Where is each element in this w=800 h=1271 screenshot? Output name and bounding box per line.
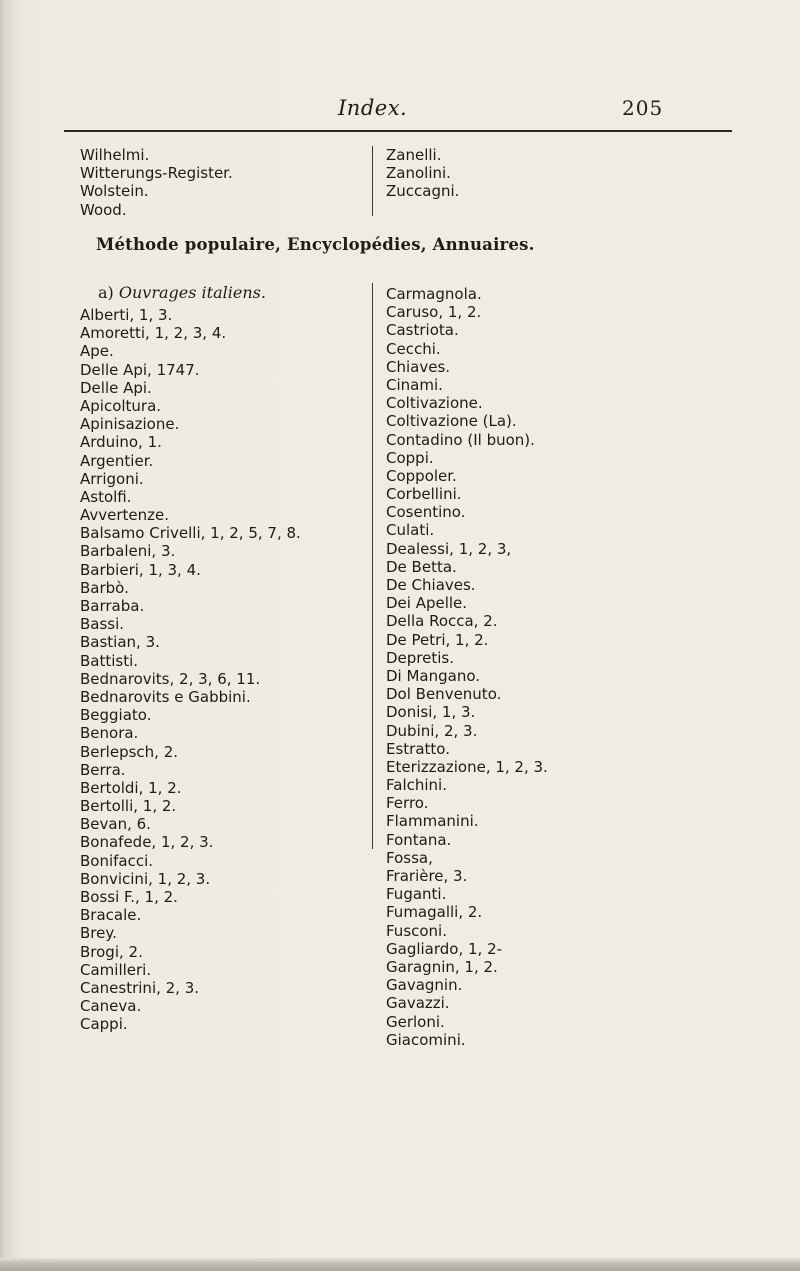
index-entry: Barbò.: [80, 578, 129, 597]
index-entry: Fontana.: [386, 830, 452, 849]
index-entry: Donisi, 1, 3.: [386, 703, 476, 722]
index-entry: Corbellini.: [386, 485, 462, 504]
index-entry: Apicoltura.: [80, 396, 162, 415]
index-entry: Bertolli, 1, 2.: [80, 797, 177, 816]
index-entry: Barbieri, 1, 3, 4.: [80, 560, 201, 579]
column-divider-main: [372, 283, 373, 849]
index-entry: Gerloni.: [386, 1012, 445, 1031]
index-entry: Bonafede, 1, 2, 3.: [80, 833, 214, 852]
column-divider-top: [372, 146, 373, 216]
index-entry: Fumagalli, 2.: [386, 903, 483, 922]
index-entry: Brey.: [80, 924, 117, 943]
subsection-heading: [98, 283, 266, 302]
index-entry: Gavagnin.: [386, 976, 463, 995]
index-entry: Barbaleni, 3.: [80, 542, 176, 561]
index-entry: Zuccagni.: [386, 182, 460, 201]
page-header: [0, 96, 800, 128]
index-entry: Barraba.: [80, 597, 145, 615]
index-entry: Castriota.: [386, 321, 459, 340]
left-index-column: [80, 306, 301, 1034]
index-entry: Contadino (Il buon).: [386, 430, 535, 449]
index-entry: Camilleri.: [80, 960, 152, 979]
index-entry: Bednarovits, 2, 3, 6, 11.: [80, 669, 261, 688]
index-entry: Fossa,: [386, 848, 433, 867]
index-entry: Witterungs-Register.: [80, 164, 233, 183]
index-entry: Cosentino.: [386, 503, 466, 522]
index-entry: Berlepsch, 2.: [80, 742, 179, 761]
index-entry: Dealessi, 1, 2, 3,: [386, 539, 512, 558]
section-heading: Méthode populaire, Encyclopédies, Annuaires.: [96, 235, 535, 254]
index-entry: Bevan, 6.: [80, 815, 151, 834]
index-entry: Garagnin, 1, 2.: [386, 957, 498, 976]
index-entry: Gavazzi.: [386, 994, 450, 1013]
index-entry: Delle Api.: [80, 378, 152, 397]
index-entry: Eterizzazione, 1, 2, 3.: [386, 757, 548, 776]
index-entry: Fuganti.: [386, 885, 447, 904]
index-entry: Amoretti, 1, 2, 3, 4.: [80, 324, 227, 343]
index-entry: Dol Benvenuto.: [386, 685, 502, 704]
page-bottom-edge: [0, 1258, 800, 1271]
index-entry: Chiaves.: [386, 357, 451, 376]
subsection-prefix: a): [98, 283, 114, 302]
index-entry: Ape.: [80, 342, 114, 361]
index-entry: Bastian, 3.: [80, 633, 160, 652]
running-title: Index.: [338, 96, 408, 120]
index-entry: Bertoldi, 1, 2.: [80, 778, 182, 797]
index-entry: Brogi, 2.: [80, 942, 143, 961]
index-entry: Depretis.: [386, 648, 454, 667]
index-entry: Coltivazione (La).: [386, 412, 517, 431]
index-entry: Avvertenze.: [80, 506, 170, 525]
index-entry: Alberti, 1, 3.: [80, 306, 173, 324]
index-entry: Coppi.: [386, 448, 434, 467]
index-entry: Astolfi.: [80, 487, 132, 506]
index-entry: Wood.: [80, 200, 127, 219]
top-left-column: [80, 146, 233, 219]
index-entry: Caruso, 1, 2.: [386, 303, 482, 322]
index-entry: Culati.: [386, 521, 435, 540]
index-entry: Dubini, 2, 3.: [386, 721, 478, 740]
index-entry: Caneva.: [80, 997, 142, 1016]
index-entry: Flammanini.: [386, 812, 479, 831]
page-number: 205: [622, 96, 664, 120]
index-entry: Beggiato.: [80, 706, 152, 725]
index-entry: Ferro.: [386, 794, 429, 813]
index-entry: Dei Apelle.: [386, 594, 468, 613]
index-entry: Bednarovits e Gabbini.: [80, 687, 251, 706]
index-entry: De Petri, 1, 2.: [386, 630, 489, 649]
index-entry: Di Mangano.: [386, 666, 481, 685]
index-entry: Giacomini.: [386, 1030, 466, 1049]
index-entry: De Betta.: [386, 557, 457, 576]
index-entry: Bonifacci.: [80, 851, 154, 870]
index-entry: Cappi.: [80, 1015, 128, 1034]
index-entry: Coltivazione.: [386, 394, 483, 413]
index-entry: Cinami.: [386, 375, 443, 394]
index-entry: Falchini.: [386, 776, 447, 795]
index-entry: Wolstein.: [80, 182, 149, 201]
index-entry: Bassi.: [80, 615, 125, 634]
top-right-column: [386, 146, 459, 201]
index-entry: Wilhelmi.: [80, 146, 150, 164]
index-entry: Coppoler.: [386, 466, 457, 485]
subsection-title: Ouvrages italiens.: [118, 283, 266, 302]
index-entry: Arrigoni.: [80, 469, 144, 488]
index-entry: Zanolini.: [386, 164, 451, 183]
index-entry: Battisti.: [80, 651, 139, 670]
index-entry: Benora.: [80, 724, 139, 743]
index-entry: Delle Api, 1747.: [80, 360, 200, 379]
index-entry: Cecchi.: [386, 339, 441, 358]
index-entry: Balsamo Crivelli, 1, 2, 5, 7, 8.: [80, 524, 301, 543]
header-rule: [64, 130, 732, 132]
index-entry: Berra.: [80, 760, 126, 779]
right-index-column: [386, 285, 548, 1049]
index-entry: Canestrini, 2, 3.: [80, 978, 200, 997]
index-entry: Frarière, 3.: [386, 867, 468, 885]
index-entry: Argentier.: [80, 451, 154, 470]
index-entry: Bossi F., 1, 2.: [80, 888, 178, 906]
index-entry: Della Rocca, 2.: [386, 612, 498, 631]
index-entry: Zanelli.: [386, 146, 442, 164]
index-entry: Arduino, 1.: [80, 433, 162, 452]
index-entry: Fusconi.: [386, 921, 447, 940]
index-entry: De Chiaves.: [386, 576, 476, 594]
index-entry: Bracale.: [80, 906, 142, 925]
index-entry: Estratto.: [386, 739, 450, 758]
index-entry: Gagliardo, 1, 2-: [386, 939, 503, 958]
index-entry: Carmagnola.: [386, 285, 482, 303]
index-entry: Bonvicini, 1, 2, 3.: [80, 869, 211, 888]
index-entry: Apinisazione.: [80, 415, 180, 434]
